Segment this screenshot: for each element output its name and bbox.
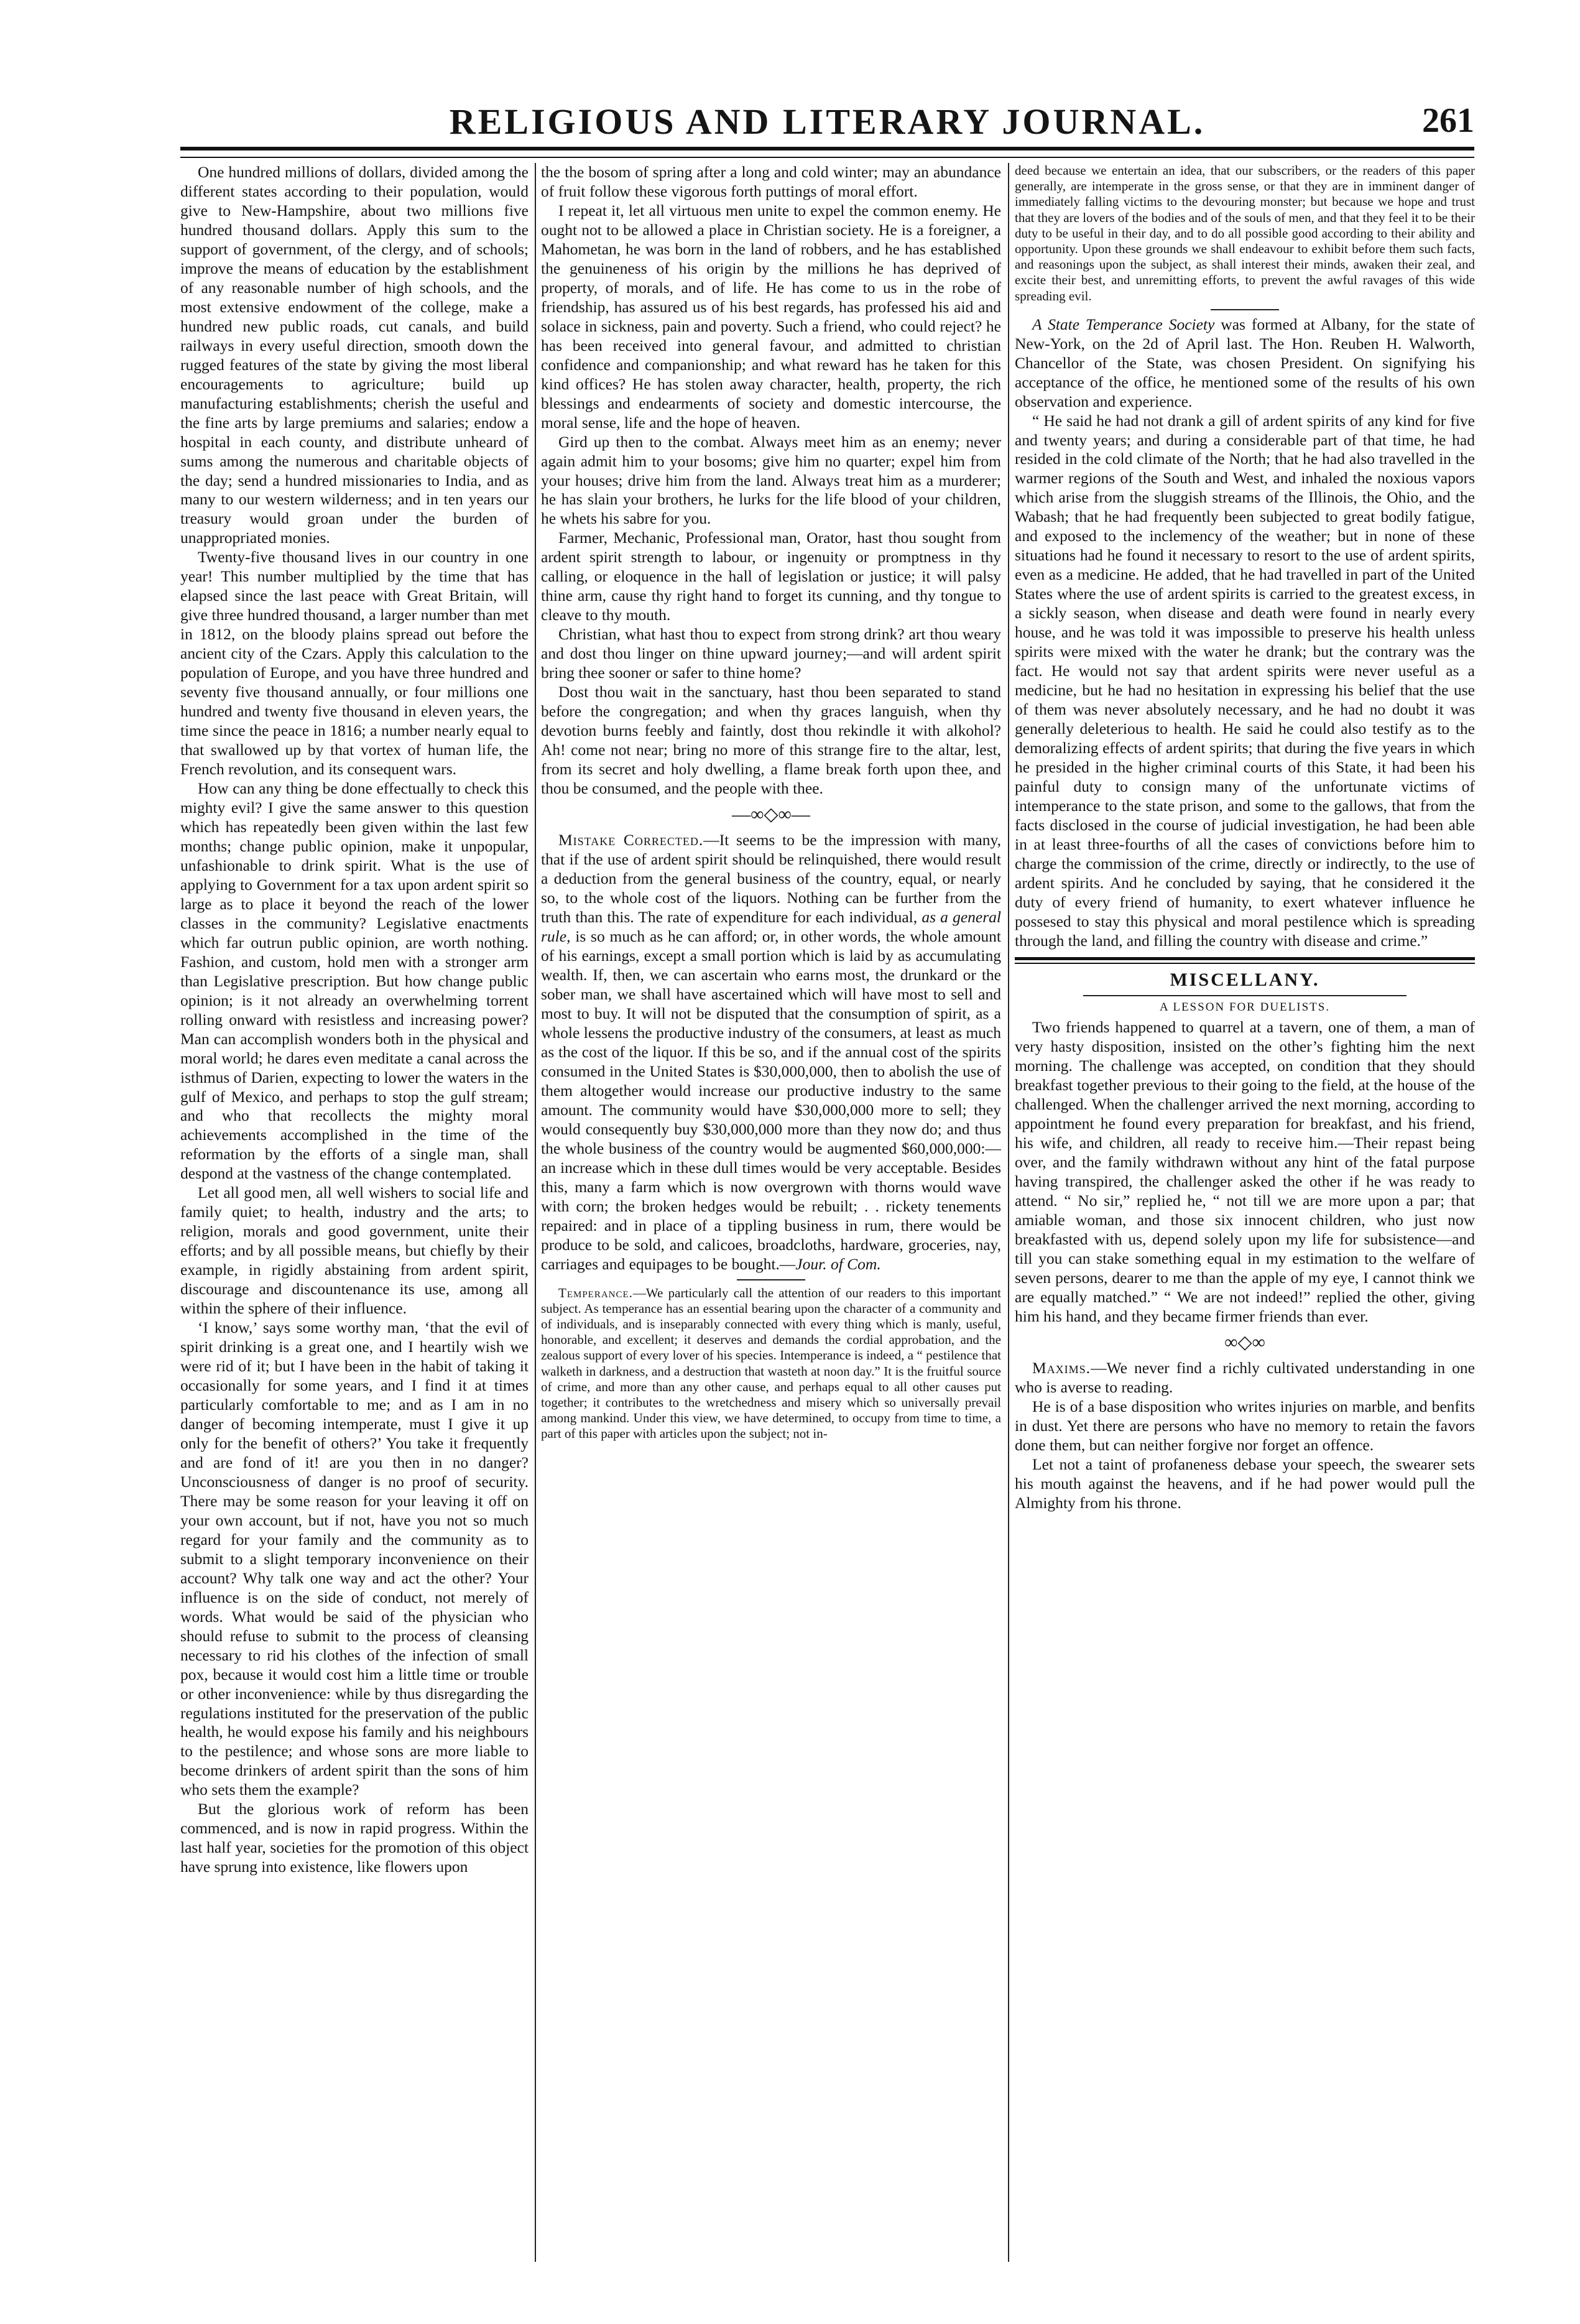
- paragraph-worthy-man: ‘I know,’ says some worthy man, ‘that the evil of spirit drinking is a great one, and I heartily wish we were rid of it; but I have been in the habit of taking it occasionally for some years, and I find it at times particularly comfortable to me; and as I am in no danger of becoming intemperate, must I give it up only for the benefit of others?’ You take it frequently and are fond of it! are you then in no danger? Unconsciousness of danger is no proof of security. There may be some reason for your leaving it off on your own account, but if not, have you not so much regard for your family and the community as to submit to a slight temporary inconvenience on their account? Why talk one way and act the other? Your influence is on the side of conduct, not merely of words. What would be said of the physician who should refuse to submit to the process of cleansing necessary to rid his clothes of the infection of small pox, because it would cost him a little time or trouble or other inconvenience: while by thus disregarding the regulations instituted for the preservation of the public health, he would expose his family and his neighbours to the pestilence; and whose sons are more liable to become drinkers of ardent spirit than the sons of him who sets them the example?: [180, 1318, 529, 1799]
- column-divider-1: [535, 163, 536, 2262]
- page-number: 261: [1422, 101, 1474, 140]
- ornament-divider-2: ∞◇∞: [1224, 1331, 1265, 1353]
- paragraph-lives: Twenty-five thousand lives in our country in one year! This number multiplied by the time that has elapsed since the last peace with Great Britain, will give three hundred thousand, a larger number than met in 1812, on the bloody plains spread out before the ancient city of the Czars. Apply this calculation to the population of Europe, and you have three hundred and seventy five thousand annually, or four millions one hundred and twenty five thousand in eleven years, the time since the peace in 1816; a number nearly equal to that swallowed up by that vortex of human life, the French revolution, and its consequent wars.: [180, 548, 529, 779]
- short-rule-2: [1211, 309, 1279, 310]
- miscellany-heading: MISCELLANY.: [1170, 969, 1320, 990]
- masthead: [180, 93, 1474, 143]
- mistake-corrected-italic: as a general rule,: [541, 908, 1001, 946]
- paragraph-common-enemy: I repeat it, let all virtuous men unite to expel the common enemy. He ought not to be allowed a place in Christian society. He is a foreigner, a Mahometan, he was born in the land of robbers, and he has established the genuineness of his origin by the millions he has deprived of property, of morals, and of life. He has come to us in the robe of friendship, has assured us of his best regards, has professed his aid and solace in sickness, pain and poverty. Such a friend, who could reject? he has been received into general favour, and admitted to christian confidence and companionship; and what reward has he taken for this kind offices? He has stolen away character, health, property, the rich blessings and endearments of society and domestic intercourse, the moral sense, life and the hope of heaven.: [541, 201, 1001, 432]
- column-2: [541, 163, 1001, 2262]
- miscellany-underline: [1083, 995, 1407, 996]
- mistake-corrected-title: Mistake Corrected.: [558, 831, 704, 850]
- temperance-title: Temperance.: [558, 1285, 633, 1300]
- journal-title: RELIGIOUS AND LITERARY JOURNAL.: [449, 101, 1206, 142]
- article-maxims: [1015, 1359, 1475, 1397]
- maxim-base-disposition: He is of a base disposition who writes injuries on marble, and benfits in dust. Yet there are persons who have no memory to retain the favors done them, but can neither forgive nor forget an offence.: [1015, 1397, 1475, 1454]
- paragraph-combat: Gird up then to the combat. Always meet him as an enemy; never again admit him to your bosoms; give him no quarter; expel him from your houses; drive him from the land. Always treat him as a murderer; he has slain your brothers, he lurks for the life blood of your children, he whets his sabre for you.: [541, 432, 1001, 528]
- paragraph-sanctuary: Dost thou wait in the sanctuary, hast thou been separated to stand before the congregation; and when thy graces languish, when thy devotion burns feebly and faintly, dost thou rekindle it with alkohol? Ah! come not near; bring no more of this strange fire to the altar, lest, from its secret and holy dwelling, a flame break forth upon thee, and thou be consumed, and the people with thee.: [541, 683, 1001, 797]
- column-divider-2: [1008, 163, 1009, 2262]
- temperance-body: —We particularly call the attention of our readers to this important subject. As temperance has an essential bearing upon the character of a community and of individuals, and is inseparably connected with every thing which is manly, useful, honorable, and excellent; it deserves and demands the cordial approbation, and the zealous support of every lover of his species. Intemperance is indeed, a “ pestilence that walketh in darkness, and a destruction that wasteth at noon day.” It is the fruitful source of crime, and more than any other cause, and perhaps equal to all other causes put together; it contributes to the wretchedness and misery which so universally prevail among mankind. Under this view, we have determined, to occupy from time to time, a part of this paper with articles upon the subject; not in-: [541, 1285, 1001, 1442]
- paragraph-reform: But the glorious work of reform has been commenced, and is now in rapid progress. Within the last half year, societies for the promotion of this object have sprung into existence, like flowers upon: [180, 1800, 529, 1876]
- section-rule: [1015, 957, 1475, 964]
- paragraph-spring: the the bosom of spring after a long and cold winter; may an abundance of fruit follow these vigorous forth puttings of moral effort.: [541, 163, 1001, 200]
- maxim-profaneness: Let not a taint of profaneness debase your speech, the swearer sets his mouth against the heavens, and if he had power would pull the Almighty from his throne.: [1015, 1455, 1475, 1512]
- mistake-corrected-body-2: is so much as he can afford; or, in other words, the whole amount of his earnings, except a small portion which is laid by as accumulating wealth. If, then, we can ascertain who earns most, the drunkard or the sober man, we shall have ascertained which will have most to sell and most to buy. It will not be disputed that the consumption of spirit, as a whole lessens the productive industry of the consumers, at least as much as the cost of the liquor. If this be so, and if the annual cost of the spirits consumed in the United States is $30,000,000, then to abolish the use of them altogether would increase our productive industry to the same amount. The community would have $30,000,000 more to sell; they would consequently buy $30,000,000 more than they now do; and thus the whole business of the country would be augmented $60,000,000:—an increase which in these dull times would be very acceptable. Besides this, many a farm which is now overgrown with thorns would wave with corn; the broken hedges would be rebuilt; . . rickety tenements repaired: and in place of a tippling business in rum, there would be produce to be sold, and calicoes, broadcloths, hardware, groceries, nay, carriages and equipages to be bought.—: [541, 927, 1001, 1273]
- paragraph-good-men: Let all good men, all well wishers to social life and family quiet; to health, industry and the arts; to religion, morals and good government, unite their efforts; and by all possible means, but chiefly by their example, in rigidly abstaining from ardent spirit, discourage and discountenance its use, among all within the sphere of their influence.: [180, 1183, 529, 1318]
- state-society-name: A State Temperance Society: [1032, 315, 1215, 333]
- article-mistake-corrected: [541, 831, 1001, 1274]
- walworth-quote: “ He said he had not drank a gill of ardent spirits of any kind for five and twenty years; and during a considerable part of that time, he had resided in the cold climate of the North; that he had also travelled in the warmer regions of the South and West, and inhaled the noxious vapors which arise from the sluggish streams of the Illinois, the Ohio, and the Wabash; that he had frequently been subjected to great bodily fatigue, and exposed to the inclemency of the weather; but in none of these situations had he found it necessary to resort to the use of ardent spirits, even as a medicine. He added, that he had travelled in part of the United States where the use of ardent spirits is carried to the greatest excess, in a sickly season, when disease and death were found in nearly every house, and he was told it was impossible to preserve his health unless spirits were mixed with the water he drank; but the contrary was the fact. He would not say that ardent spirits were never useful as a medicine, but he had no hesitation in expressing his belief that the use of them was never absolutely necessary, and he had no doubt it was generally deleterious to health. He said he could also testify as to the demoralizing effects of ardent spirits; that during the five years in which he presided in the higher criminal courts of this State, it had been his painful duty to consign many of the unfortunate victims of intemperance to the state prison, and some to the gallows, that from the facts disclosed in the course of judicial investigation, he had been able in at least three-fourths of all the cases of convictions before him to charge the commission of the crime, directly or indirectly, to the use of ardent spirits. And he concluded by saying, that he considered it the duty of every friend of humanity, to exert whatever influence he possesed to stay this physical and moral pestilence which is spreading through the land, and filling the country with disease and crime.”: [1015, 411, 1475, 950]
- short-rule: [737, 1279, 805, 1280]
- maxims-title: Maxims.: [1032, 1359, 1091, 1377]
- temperance-continued: deed because we entertain an idea, that our subscribers, or the readers of this paper generally, are intemperate in the gross sense, or that they are in imminent danger of immediately falling victims to the devouring monster; but because we hope and trust that they are lovers of the bodies and of the souls of men, and that they feel it to be their duty to be useful in their day, and to do all possible good according to their ability and opportunity. Upon these grounds we shall endeavour to exhibit before them such facts, and reasonings upon the subject, as shall interest their minds, awaken their zeal, and excite their best, and unremitting efforts, to prevent the awful ravages of this wide spreading evil.: [1015, 163, 1475, 303]
- state-society-body: was formed at Albany, for the state of New-York, on the 2d of April last. The Hon. Reuben H. Walworth, Chancellor of the State, was chosen President. On signifying his acceptance of the office, he mentioned some of the results of his own observation and experience.: [1015, 315, 1475, 410]
- lesson-body: Two friends happened to quarrel at a tavern, one of them, a man of very hasty disposition, insisted on the other’s fighting him the next morning. The challenge was accepted, on condition that they should breakfast together previous to their going to the field, at the house of the challenged. When the challenger arrived the next morning, according to appointment he found every preparation for breakfast, and his friend, his wife, and children, all ready to receive him.—Their repast being over, and the family withdrawn without any hint of the fatal purpose having transpired, the challenger asked the other if he was ready to attend. “ No sir,” replied he, “ not till we are more upon a par; that amiable woman, and those six innocent children, who just now breakfasted with us, depend solely upon my life for subsistence—and till you can stake something equal in my estimation to the welfare of seven persons, dearer to me than the apple of my eye, I cannot think we are equally matched.” “ We are not indeed!” replied the other, giving him his hand, and they became firmer friends than ever.: [1015, 1018, 1475, 1325]
- paragraph-check-evil: How can any thing be done effectually to check this mighty evil? I give the same answer to this question which has repeatedly been given within the last few months; change public opinion, make it unpopular, unfashionable to drink spirit. What is the use of applying to Government for a tax upon ardent spirit so large as to place it beyond the reach of the lower classes in the community? Legislative enactments which far outrun public opinion, are worth nothing. Fashion, and custom, hold men with a stronger arm than Legislative prescription. But how change public opinion; is it not already an overwhelming torrent rolling onward with resistless and increasing power? Man can accomplish wonders both in the physical and moral world; he dares even meditate a canal across the isthmus of Darien, expecting to lower the waters in the gulf of Mexico, and perhaps to stop the gulf stream; and who that recollects the mighty moral achievements accomplished in the time of the reformation by the efforts of a single man, shall despond at the vastness of the change contemplated.: [180, 779, 529, 1183]
- paragraph-revenue: One hundred millions of dollars, divided among the different states according to their population, would give to New-Hampshire, about two millions five hundred thousand dollars. Apply this sum to the support of government, of the clergy, and of schools; improve the means of education by the establishment of any reasonable number of high schools, and the most extensive endowment of the college, make a hundred new public roads, cut canals, and build railways in every useful direction, smooth down the rugged features of the state by giving the most liberal encouragements to agriculture; build up manufacturing establishments; cherish the useful and the fine arts by large premiums and salaries; endow a hospital in each county, and distribute unheard of sums among the numerous and charitable objects of the day; send a hundred missionaries to India, and as many to our western wilderness; and in ten years our treasury would groan under the burden of unappropriated monies.: [180, 163, 529, 547]
- lesson-heading: A LESSON FOR DUELISTS.: [1159, 1001, 1331, 1014]
- paragraph-farmer: Farmer, Mechanic, Professional man, Orator, hast thou sought from ardent spirit strength to labour, or ingenuity or promptness in thy calling, or eloquence in the hall of legislation or justice; it will palsy thine arm, cause thy right hand to forget its cunning, and thy tongue to cleave to thy mouth.: [541, 529, 1001, 624]
- column-3: [1015, 163, 1475, 2262]
- maxims-body: —We never find a richly cultivated understanding in one who is averse to reading.: [1015, 1359, 1475, 1397]
- mistake-corrected-body: —It seems to be the impression with many, that if the use of ardent spirit should be relinquished, there would result a deduction from the general business of the country, equal, or nearly so, to the whole cost of the liquors. Nothing can be further from the truth than this. The rate of expenditure for each individual,: [541, 831, 1001, 927]
- ornament-divider: —∞◇∞—: [732, 803, 810, 825]
- header-rule: [180, 147, 1474, 158]
- mistake-corrected-source: Jour. of Com.: [795, 1254, 881, 1273]
- article-state-society: [1015, 315, 1475, 412]
- column-1: [180, 163, 529, 2262]
- paragraph-christian: Christian, what hast thou to expect from strong drink? art thou weary and dost thou linger on thine upward journey;—and will ardent spirit bring thee sooner or safer to thine home?: [541, 625, 1001, 682]
- article-temperance: [541, 1285, 1001, 1442]
